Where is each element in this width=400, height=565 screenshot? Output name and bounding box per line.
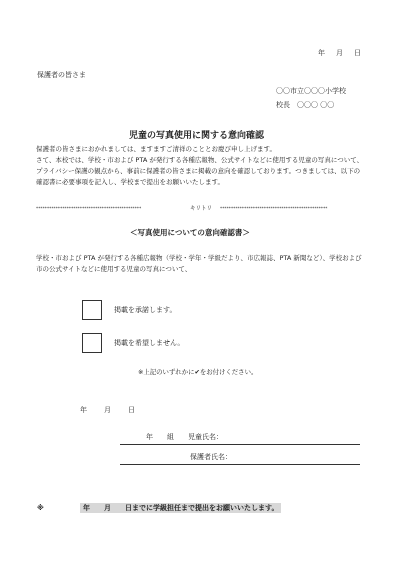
form-description: 学校・市および PTA が発行する各種広報物（学校・学年・学級だより、市広報誌、PTA 新聞など）、学校および市の公式サイトなどに使用する児童の写真について、 [36, 254, 362, 273]
guardian-name-label: 保護者氏名： [190, 453, 232, 461]
cut-line-right: ************************************************* [220, 206, 328, 211]
footer-mark: ※ [37, 504, 44, 512]
school-name: 〇〇市立〇〇〇小学校 [276, 87, 346, 95]
guardian-name-line [120, 464, 360, 465]
checkbox-note: ※上記のいずれかに✔をお付けください。 [138, 368, 258, 376]
student-name-line [120, 444, 360, 445]
decline-label: 掲載を希望しません。 [114, 339, 185, 347]
deadline-text: 年 月 日までに学級担任まで提出をお願いいたします。 [80, 503, 281, 513]
approve-checkbox[interactable] [82, 300, 102, 320]
date-line: 年 月 日 [318, 49, 363, 57]
intro-body: さて、本校では、学校・市および PTA が発行する各種広報物、公式サイトなどに使用する児童の写真について、プライバシー保護の観点から、事前に保護者の皆さまに掲載の意向を確認しております。つきましては、以下の確認書に必要事項を記入し、学校まで提出をお願いいたします。 [36, 156, 364, 186]
form-title: ＜写真使用についての意向確認書＞ [130, 228, 250, 237]
intro-greeting: 保護者の皆さまにおかれましては、ますますご清祥のこととお慶び申し上げます。 [36, 145, 276, 153]
decline-checkbox[interactable] [82, 333, 102, 353]
page-title: 児童の写真使用に関する意向確認 [129, 131, 265, 141]
recipient: 保護者の皆さま [37, 71, 86, 79]
cut-line-left: ************************************************ [36, 206, 142, 211]
approve-label: 掲載を承諾します。 [114, 306, 177, 314]
principal-name: 校長 〇〇〇 〇〇 [276, 101, 335, 109]
cut-line-label: キリトリ [190, 206, 213, 212]
grade-class-name-label: 年 組 児童氏名： [146, 433, 223, 441]
form-date-line: 年 月 日 [80, 406, 140, 414]
